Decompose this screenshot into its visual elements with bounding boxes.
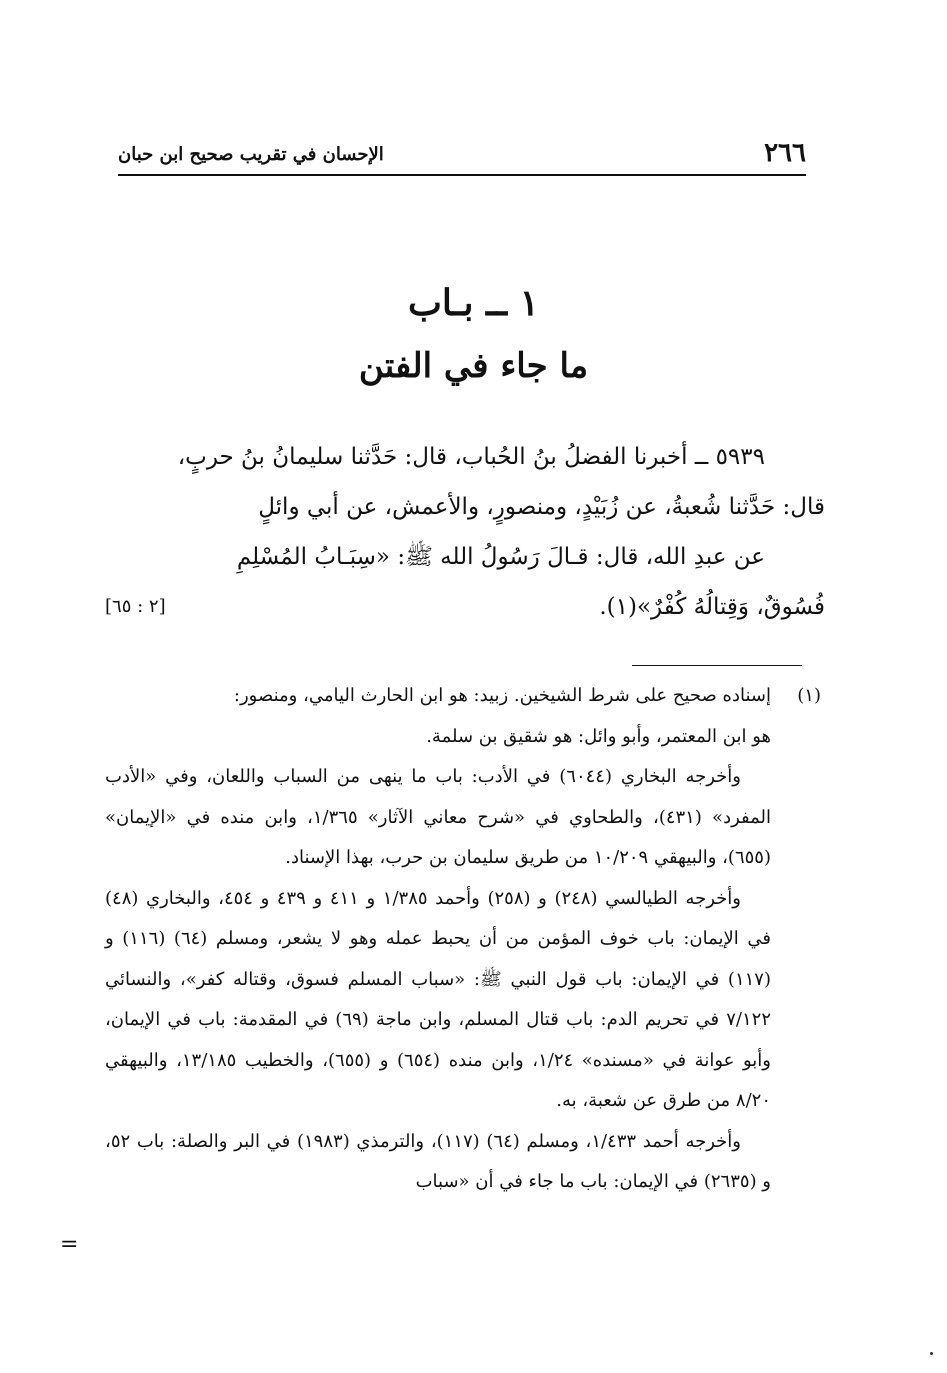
- page-number: ٢٦٦: [764, 138, 806, 168]
- hadith-text: [105, 432, 825, 632]
- hadith-line: عن عبدِ الله، قال: قـالَ رَسُولُ الله ﷺ: «سِبَـابُ المُسْلِمِ: [236, 544, 765, 570]
- print-speck: [930, 1352, 933, 1355]
- footnote-text: إسناده صحيح على شرط الشيخين. زبيد: هو ابن الحارث اليامي، ومنصور:: [233, 685, 771, 706]
- footnote-separator: [632, 665, 802, 666]
- hadith-line: فُسُوقٌ، وَقِتالُهُ كُفْرٌ»(١).: [599, 594, 825, 620]
- chapter-number: ١ ــ بـاب: [408, 282, 539, 324]
- chapter-title: ما جاء في الفتن: [358, 346, 589, 386]
- footnote-marker: (١): [797, 685, 821, 706]
- footnote-1: [105, 676, 821, 717]
- footnote-text: هو ابن المعتمر، وأبو وائل: هو شقيق بن سلمة.: [426, 725, 771, 747]
- continuation-mark: =: [60, 1232, 79, 1257]
- footnote-paragraph: وأخرجه أحمد ١/٤٣٣، ومسلم (٦٤) (١١٧)، والترمذي (١٩٨٣) في البر والصلة: باب ٥٢، و (٢٦٣٥) في الإيمان: باب ما جاء في أن «سباب: [105, 1130, 771, 1192]
- footnote-paragraph: وأخرجه الطيالسي (٢٤٨) و (٢٥٨) وأحمد ١/٣٨٥ و ٤١١ و ٤٣٩ و ٤٥٤، والبخاري (٤٨) في الإيمان: باب خوف المؤمن من أن يحبط عمله وهو لا يشعر، ومسلم (٦٤) (١١٦) و (١١٧) في الإيمان: باب قول النبي ﷺ: «سباب المسلم فسوق، وقتاله كفر»، والنسائي ٧/١٢٢ في تحريم الدم: باب قتال المسلم، وابن ماجة (٦٩) في المقدمة: باب في الإيمان، وأبو عوانة في «مسنده» ١/٢٤، وابن منده (٦٥٤) و (٦٥٥)، والخطيب ١٣/١٨٥، والبيهقي ٨/٢٠ من طرق عن شعبة، به.: [105, 887, 771, 1111]
- footnote-paragraph: وأخرجه البخاري (٦٠٤٤) في الأدب: باب ما ينهى من السباب واللعان، وفي «الأدب المفرد» (٤٣١)، والطحاوي في «شرح معاني الآثار» ١/٣٦٥، وابن منده في «الإيمان» (٦٥٥)، والبيهقي ١٠/٢٠٩ من طريق سليمان بن حرب، بهذا الإسناد.: [105, 766, 772, 868]
- hadith-last-line: [105, 582, 825, 632]
- running-header: [118, 138, 806, 176]
- hadith-reference: [٢ : ٦٥]: [105, 596, 166, 617]
- hadith-line: قال: حَدَّثنا شُعبةُ، عن زُبَيْدٍ، ومنصورٍ، والأعمش، عن أبي وائلٍ: [258, 494, 825, 520]
- footnotes: [105, 676, 821, 1203]
- hadith-line: ٥٩٣٩ ــ أخبرنا الفضلُ بنُ الحُباب، قال: حَدَّثنا سليمانُ بنُ حربٍ،: [177, 444, 765, 470]
- book-title: الإحسان في تقريب صحيح ابن حبان: [118, 144, 384, 165]
